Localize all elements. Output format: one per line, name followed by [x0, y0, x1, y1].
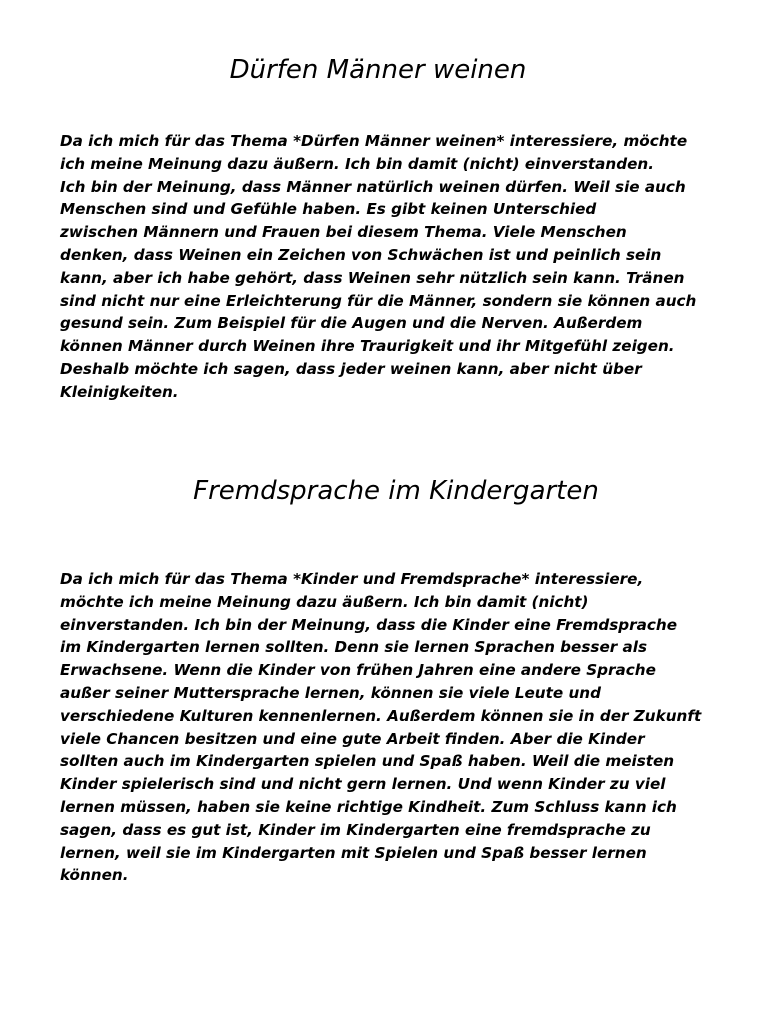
text-line: sagen, dass es gut ist, Kinder im Kindergarten eine fremdsprache zu: [60, 820, 651, 839]
text-line: Deshalb möchte ich sagen, dass jeder weinen kann, aber nicht über: [60, 359, 642, 378]
text-line: kann, aber ich habe gehört, dass Weinen sehr nützlich sein kann. Tränen: [60, 268, 685, 287]
text-line: können.: [60, 866, 129, 885]
text-line: zwischen Männern und Frauen bei diesem Thema. Viele Menschen: [60, 223, 627, 242]
section-body-maenner-weinen: [60, 130, 720, 404]
text-line: sind nicht nur eine Erleichterung für die Männer, sondern sie können auch: [60, 291, 697, 310]
text-line: einverstanden. Ich bin der Meinung, dass die Kinder eine Fremdsprache: [60, 615, 678, 634]
text-line: Menschen sind und Gefühle haben. Es gibt keinen Unterschied: [60, 200, 597, 219]
text-line: lernen müssen, haben sie keine richtige Kindheit. Zum Schluss kann ich: [60, 797, 677, 816]
text-line: außer seiner Muttersprache lernen, können sie viele Leute und: [60, 683, 601, 702]
text-line: im Kindergarten lernen sollten. Denn sie lernen Sprachen besser als: [60, 638, 648, 657]
section-body-fremdsprache: [60, 568, 720, 887]
text-line: Kinder spielerisch sind und nicht gern lernen. Und wenn Kinder zu viel: [60, 775, 666, 794]
section-title-maenner-weinen: Dürfen Männer weinen: [229, 55, 527, 85]
text-line: Kleinigkeiten.: [60, 382, 179, 401]
text-line: lernen, weil sie im Kindergarten mit Spielen und Spaß besser lernen: [60, 843, 647, 862]
text-line: ich meine Meinung dazu äußern. Ich bin damit (nicht) einverstanden.: [60, 154, 654, 173]
text-line: gesund sein. Zum Beispiel für die Augen und die Nerven. Außerdem: [60, 314, 643, 333]
text-line: möchte ich meine Meinung dazu äußern. Ich bin damit (nicht): [60, 592, 589, 611]
section-title-fremdsprache: Fremdsprache im Kindergarten: [193, 476, 599, 506]
text-line: verschiedene Kulturen kennenlernen. Außerdem können sie in der Zukunft: [60, 706, 702, 725]
text-line: Erwachsene. Wenn die Kinder von frühen Jahren eine andere Sprache: [60, 661, 656, 680]
text-line: denken, dass Weinen ein Zeichen von Schwächen ist und peinlich sein: [60, 245, 662, 264]
text-line: Ich bin der Meinung, dass Männer natürlich weinen dürfen. Weil sie auch: [60, 177, 686, 196]
text-line: Da ich mich für das Thema *Dürfen Männer weinen* interessiere, möchte: [60, 132, 688, 150]
text-line: können Männer durch Weinen ihre Traurigkeit und ihr Mitgefühl zeigen.: [60, 337, 675, 356]
text-line: sollten auch im Kindergarten spielen und Spaß haben. Weil die meisten: [60, 752, 675, 771]
text-line: viele Chancen besitzen und eine gute Arbeit finden. Aber die Kinder: [60, 729, 645, 748]
text-line: Da ich mich für das Thema *Kinder und Fremdsprache* interessiere,: [60, 570, 644, 588]
